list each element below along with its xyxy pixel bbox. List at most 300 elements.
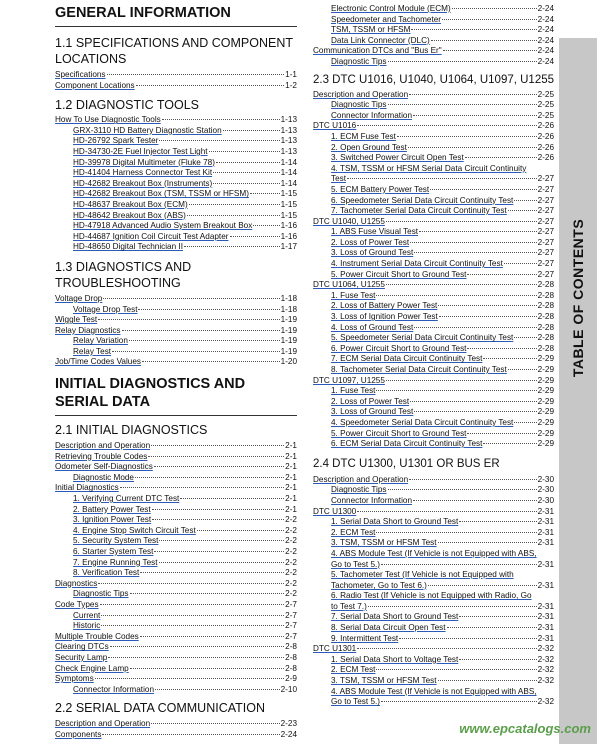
toc-entry-title: HD-48637 Breakout Box (ECM) [73,199,188,209]
toc-entry[interactable] [313,111,554,122]
leader-dots [112,351,280,352]
toc-entry[interactable] [313,344,554,355]
toc-entry[interactable] [55,505,297,516]
leader-dots [413,115,537,116]
leader-dots [483,358,536,359]
toc-entry[interactable] [55,81,297,92]
toc-entry-page: 1-14 [280,178,297,188]
toc-entry[interactable] [313,4,554,15]
toc-entry-title: 3. Loss of Ground Test [331,248,414,258]
leader-dots [414,327,536,328]
toc-entry[interactable] [313,644,554,655]
toc-entry[interactable] [55,211,297,222]
toc-entry-title: Multiple Trouble Codes [55,631,139,641]
leader-dots [151,445,284,446]
leader-dots [376,390,536,391]
toc-entry-page: 2-25 [537,110,554,120]
toc-entry-page: 2-29 [537,407,554,417]
toc-entry-title: 4. Engine Stop Switch Circuit Test [73,525,196,535]
toc-entry-title: 4. TSM, TSSM or HFSM Serial Data Circuit Continuity [331,163,527,173]
toc-entry-page: 2-28 [537,280,554,290]
leader-dots [357,648,536,649]
toc-entry-title: Data Link Connector (DLC) [331,35,430,45]
leader-dots [136,85,285,86]
toc-list-2-4 [313,475,554,708]
toc-entry[interactable] [55,315,297,326]
toc-entry-page: 2-28 [537,312,554,322]
toc-entry-page: 2-31 [537,612,554,622]
toc-entry[interactable] [313,354,554,365]
toc-entry-page: 1-19 [280,336,297,346]
leader-dots [388,489,537,490]
toc-entry-page: 2-25 [537,100,554,110]
section-heading-2-3: 2.3 DTC U1016, U1040, U1064, U1097, U1255 [313,73,555,86]
toc-entry[interactable] [55,558,297,569]
toc-entry[interactable] [313,439,554,450]
toc-entry[interactable] [313,687,554,708]
toc-entry[interactable] [313,323,554,334]
toc-entry-page: 2-29 [537,365,554,374]
toc-entry[interactable] [55,632,297,643]
toc-entry-title: HD-48650 Digital Technician II [73,242,183,252]
leader-dots [388,61,537,62]
leader-dots [197,530,284,531]
toc-entry-page: 2-31 [537,623,554,633]
toc-entry[interactable] [55,200,297,211]
toc-entry[interactable] [313,665,554,676]
leader-dots [368,606,537,607]
toc-entry-page: 1-13 [280,115,297,125]
toc-entry[interactable] [313,238,554,249]
toc-entry-title: 4. ABS Module Test (If Vehicle is not Equipped with ABS, [331,686,537,696]
toc-entry-title: HD-34730-2E Fuel Injector Test Light [73,146,208,156]
chapter-title-general: GENERAL INFORMATION [55,5,231,21]
toc-list-2-1 [55,441,297,695]
toc-entry[interactable] [313,36,554,47]
toc-entry-title: Connector Information [331,110,413,120]
toc-entry-title: Voltage Drop Test [73,304,138,314]
toc-entry-page: 2-24 [537,25,554,35]
toc-entry-title: Description and Operation [313,89,409,99]
leader-dots [438,305,536,306]
toc-entry[interactable] [55,568,297,579]
toc-entry-page: 2-1 [285,494,297,504]
toc-entry-page: 1-20 [280,357,297,367]
toc-entry[interactable] [55,462,297,473]
leader-dots [129,340,280,341]
toc-entry-title: 1. ECM Fuse Test [331,131,396,141]
toc-entry[interactable] [313,386,554,397]
leader-dots [514,337,536,338]
leader-dots [100,604,285,605]
toc-entry-page: 2-32 [537,697,554,707]
toc-entry[interactable] [313,397,554,408]
toc-entry[interactable] [313,538,554,549]
toc-entry-title: 7. ECM Serial Data Circuit Continuity Test [331,354,483,364]
toc-entry-page: 2-28 [537,290,554,300]
toc-entry-page: 1-15 [280,199,297,209]
toc-entry-title: 3. Switched Power Circuit Open Test [331,153,464,163]
toc-entry-page: 2-8 [285,663,297,673]
leader-dots [213,183,279,184]
toc-entry-title: Security Lamp [55,652,108,662]
toc-entry-title: 5. Tachometer Test (If Vehicle is not Equipped with [331,570,514,580]
toc-entry[interactable] [55,515,297,526]
toc-entry[interactable] [55,483,297,494]
toc-entry[interactable] [55,305,297,316]
leader-dots [130,593,285,594]
toc-entry-title: 2. Loss of Battery Power Test [331,301,438,311]
toc-entry-page: 1-19 [280,325,297,335]
toc-entry[interactable] [55,115,297,126]
toc-entry-title: Code Types [55,599,99,609]
toc-entry[interactable] [55,600,297,611]
toc-entry-page: 2-27 [537,184,554,194]
toc-entry[interactable] [313,517,554,528]
toc-entry[interactable] [55,136,297,147]
toc-entry[interactable] [313,655,554,666]
leader-dots [411,29,536,30]
toc-entry-page: 2-1 [285,451,297,461]
toc-entry[interactable] [313,376,554,387]
toc-entry-title: DTC U1300 [313,506,357,516]
toc-entry-title: 6. Power Circuit Short to Ground Test [331,343,467,353]
leader-dots [386,380,537,381]
toc-entry[interactable] [55,179,297,190]
toc-entry-title: Symptoms [55,674,94,684]
toc-entry[interactable] [55,730,297,741]
toc-entry-page: 2-27 [537,227,554,237]
toc-entry-page: 2-29 [537,417,554,427]
section-heading-1-3: 1.3 DIAGNOSTICS AND TROUBLESHOOTING [55,259,192,290]
toc-entry-title: 2. Loss of Power Test [331,237,410,247]
toc-entry-title: Diagnostic Tips [331,100,387,110]
leader-dots [438,542,537,543]
toc-entry[interactable] [313,121,554,132]
toc-entry-page: 2-1 [285,504,297,514]
toc-entry[interactable] [313,196,554,207]
leader-dots [216,162,280,163]
toc-entry-title: How To Use Diagnostic Tools [55,115,161,125]
toc-entry[interactable] [55,242,297,253]
toc-entry-page: 2-31 [537,580,554,590]
toc-entry[interactable] [313,270,554,281]
leader-dots [230,236,280,237]
toc-entry[interactable] [313,475,554,486]
toc-entry-title: Connector Information [331,495,413,505]
toc-entry[interactable] [313,206,554,217]
toc-entry-page: 2-28 [537,322,554,332]
toc-entry[interactable] [313,185,554,196]
toc-entry[interactable] [313,676,554,687]
toc-entry-page: 2-7 [285,599,297,609]
toc-entry[interactable] [55,653,297,664]
toc-entry-page: 2-32 [537,644,554,654]
toc-entry[interactable] [313,407,554,418]
toc-entry-title: Description and Operation [55,719,151,729]
toc-entry[interactable] [313,570,554,591]
toc-entry[interactable] [55,70,297,81]
toc-entry-page: 1-18 [280,293,297,303]
toc-entry-page: 2-27 [537,237,554,247]
toc-entry[interactable] [313,100,554,111]
toc-entry-title: 4. Loss of Ground Test [331,322,414,332]
toc-entry-page: 2-1 [285,472,297,482]
leader-dots [376,532,536,533]
toc-entry[interactable] [55,685,297,696]
toc-entry[interactable] [55,664,297,675]
toc-entry-title: 4. Instrument Serial Data Circuit Continuity Test [331,259,503,269]
toc-entry[interactable] [55,579,297,590]
section-heading-2-4: 2.4 DTC U1300, U1301 OR BUS ER [313,457,500,470]
leader-dots [140,572,284,573]
toc-entry[interactable] [313,612,554,623]
leader-dots [108,657,284,658]
toc-entry-title: Description and Operation [55,441,151,451]
toc-entry[interactable] [313,485,554,496]
leader-dots [504,263,537,264]
watermark: www.epcatalogs.com [459,721,591,736]
toc-entry[interactable] [55,147,297,158]
toc-entry[interactable] [313,15,554,26]
toc-entry-title: 8. Verification Test [73,568,140,578]
toc-entry-page: 2-28 [537,301,554,311]
toc-entry-page: 1-19 [280,315,297,325]
toc-entry-title: 3. Loss of Ignition Power Test [331,312,438,322]
toc-entry[interactable] [55,473,297,484]
leader-dots [107,74,285,75]
toc-entry-title: 1. Serial Data Short to Ground Test [331,517,459,527]
toc-entry-page: 2-24 [537,14,554,24]
leader-dots [452,8,537,9]
toc-entry[interactable] [313,312,554,323]
toc-entry[interactable] [313,280,554,291]
toc-entry[interactable] [55,611,297,622]
toc-entry[interactable] [313,301,554,312]
toc-entry-title: Historic [73,621,101,631]
toc-entry-page: 1-13 [280,136,297,146]
leader-dots [431,40,537,41]
toc-entry-page: 2-28 [537,333,554,343]
toc-entry-title: 6. ECM Serial Data Circuit Continuity Test [331,439,483,449]
toc-entry[interactable] [55,189,297,200]
toc-entry-page: 2-7 [285,610,297,620]
toc-entry[interactable] [55,536,297,547]
toc-entry-title: 3. Ignition Power Test [73,515,152,525]
toc-entry-page: 2-27 [537,195,554,205]
toc-entry-title: 3. TSM, TSSM or HFSM Test [331,538,437,548]
toc-entry-title: Voltage Drop [55,293,103,303]
toc-entry[interactable] [55,621,297,632]
toc-entry[interactable] [55,494,297,505]
leader-dots [430,189,536,190]
leader-dots [459,659,536,660]
toc-entry-page: 2-32 [537,654,554,664]
toc-entry[interactable] [313,227,554,238]
toc-entry-title: HD-42682 Breakout Box (TSM, TSSM or HFSM) [73,189,249,199]
toc-entry-page: 2-31 [537,559,554,569]
leader-dots [138,309,279,310]
toc-entry[interactable] [313,429,554,440]
toc-entry[interactable] [313,333,554,344]
toc-entry-page: 2-27 [537,248,554,258]
toc-entry-title: 4. ABS Module Test (If Vehicle is not Equipped with ABS, [331,548,537,558]
toc-entry[interactable] [55,357,297,368]
toc-entry[interactable] [313,46,554,57]
toc-entry-page: 1-15 [280,189,297,199]
toc-entry-title: 2. Loss of Power Test [331,396,410,406]
toc-entry-page: 2-30 [537,485,554,495]
toc-entry-page: 1-2 [285,80,297,90]
toc-entry[interactable] [55,642,297,653]
toc-entry-title: 1. Fuse Test [331,386,376,396]
toc-entry[interactable] [55,158,297,169]
toc-entry[interactable] [313,153,554,164]
toc-entry[interactable] [55,294,297,305]
toc-entry-title: 4. Speedometer Serial Data Circuit Continuity Test [331,417,514,427]
leader-dots [159,140,279,141]
toc-entry-page: 2-29 [537,375,554,385]
toc-entry[interactable] [55,526,297,537]
toc-entry[interactable] [55,452,297,463]
toc-entry[interactable] [55,547,297,558]
leader-dots [155,689,280,690]
toc-entry[interactable] [313,507,554,518]
toc-entry[interactable] [313,132,554,143]
toc-entry-page: 2-29 [537,354,554,364]
toc-entry[interactable] [313,634,554,645]
toc-entry-page: 1-13 [280,125,297,135]
toc-entry[interactable] [55,589,297,600]
toc-entry[interactable] [313,418,554,429]
toc-entry[interactable] [55,232,297,243]
toc-entry[interactable] [313,217,554,228]
leader-dots [459,616,536,617]
leader-dots [514,200,536,201]
toc-entry[interactable] [55,326,297,337]
toc-entry[interactable] [313,25,554,36]
toc-list-1-1 [55,70,297,91]
toc-entry[interactable] [55,441,297,452]
leader-dots [253,225,279,226]
toc-entry-title: 9. Intermittent Test [331,633,399,643]
leader-dots [159,540,284,541]
toc-entry-page: 2-27 [537,259,554,269]
toc-entry-page: 2-31 [537,601,554,611]
leader-dots [154,551,284,552]
leader-dots [184,246,280,247]
leader-dots [376,669,536,670]
leader-dots [357,125,536,126]
toc-entry-title: 1. ABS Fuse Visual Test [331,227,419,237]
toc-entry[interactable] [55,674,297,685]
leader-dots [103,298,279,299]
toc-entry[interactable] [313,528,554,539]
toc-entry[interactable] [313,549,554,570]
toc-entry-page: 2-30 [537,495,554,505]
toc-entry-page: 2-9 [285,674,297,684]
toc-entry-title: HD-44687 Ignition Coil Circuit Test Adapter [73,231,229,241]
toc-entry-title: DTC U1301 [313,644,357,654]
toc-entry-title: Relay Diagnostics [55,325,121,335]
toc-entry-page: 2-26 [537,142,554,152]
toc-entry-title-cont: to Test 7.) [331,601,367,611]
leader-dots [95,678,284,679]
leader-dots [413,500,537,501]
leader-dots [483,443,536,444]
toc-entry-page: 2-29 [537,386,554,396]
toc-entry[interactable] [313,143,554,154]
toc-entry[interactable] [313,57,554,68]
leader-dots [98,583,284,584]
leader-dots [428,585,537,586]
toc-entry[interactable] [55,221,297,232]
toc-entry-page: 2-2 [285,547,297,556]
toc-entry[interactable] [313,259,554,270]
toc-entry-page: 2-32 [537,665,554,675]
leader-dots [410,401,536,402]
toc-entry[interactable] [313,291,554,302]
toc-entry[interactable] [313,365,554,376]
leader-dots [122,330,280,331]
toc-entry[interactable] [313,623,554,634]
toc-entry-page: 2-23 [280,719,297,729]
toc-entry-title: Relay Test [73,346,112,356]
toc-entry-title: Current [73,610,101,620]
leader-dots [159,562,285,563]
leader-dots [386,221,537,222]
toc-entry[interactable] [313,90,554,101]
leader-dots [399,638,536,639]
toc-entry-page: 2-2 [285,536,297,546]
toc-entry[interactable] [313,248,554,259]
toc-entry[interactable] [55,719,297,730]
toc-entry[interactable] [55,347,297,358]
toc-entry-page: 2-29 [537,428,554,438]
toc-entry[interactable] [55,168,297,179]
leader-dots [388,104,537,105]
toc-entry-page: 1-13 [280,146,297,156]
leader-dots [209,151,280,152]
toc-entry-page: 2-24 [537,35,554,45]
toc-entry-title: 7. Tachometer Serial Data Circuit Continuity Test [331,206,507,216]
toc-entry[interactable] [55,126,297,137]
toc-entry-page: 2-26 [537,121,554,131]
toc-entry[interactable] [55,336,297,347]
leader-dots [442,19,537,20]
toc-entry-title: DTC U1016 [313,121,357,131]
toc-entry-title: HD-42682 Breakout Box (Instruments) [73,178,213,188]
toc-entry-page: 1-1 [285,70,297,79]
toc-entry-title: 2. ECM Test [331,527,376,537]
toc-entry-title: Components [55,729,102,739]
toc-entry[interactable] [313,591,554,612]
leader-dots [152,509,284,510]
toc-entry-page: 2-8 [285,652,297,662]
toc-entry-title: Description and Operation [313,474,409,484]
leader-dots [459,521,536,522]
toc-entry-page: 1-19 [280,346,297,356]
right-column [313,0,554,708]
toc-entry-title: DTC U1097, U1255 [313,375,385,385]
leader-dots [162,119,280,120]
toc-entry-page: 2-31 [537,633,554,643]
toc-entry[interactable] [313,496,554,507]
toc-entry-title: Relay Variation [73,336,128,346]
leader-dots [467,274,536,275]
toc-entry[interactable] [313,164,554,185]
toc-entry-page: 2-31 [537,538,554,548]
